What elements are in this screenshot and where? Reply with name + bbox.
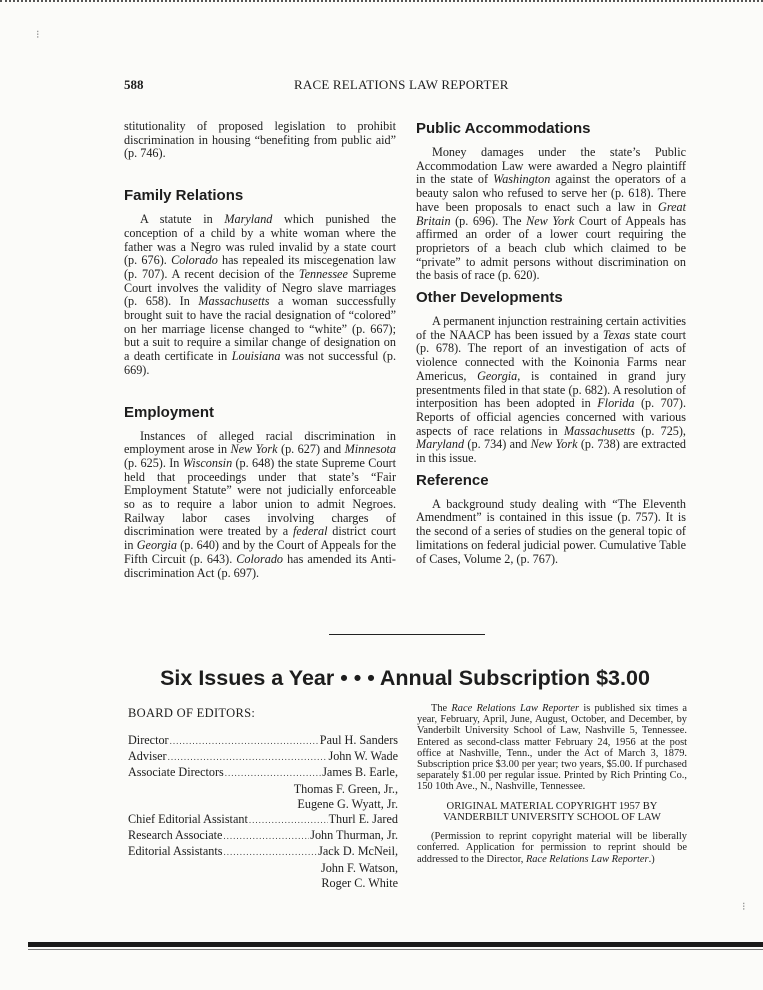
section-heading-employment: Employment (124, 403, 215, 421)
editor-row (128, 749, 398, 765)
editor-role: Adviser (128, 749, 167, 764)
editor-name: Thurl E. Jared (328, 812, 398, 827)
top-border-rule (0, 0, 763, 6)
italic-text: New York (530, 437, 578, 452)
editor-row (128, 828, 398, 844)
bottom-border-rule-thin (28, 949, 763, 950)
board-of-editors-list (128, 733, 398, 891)
editor-row (128, 812, 398, 828)
section-heading-reference: Reference (416, 471, 489, 489)
editor-role: Director (128, 733, 169, 747)
employment-paragraph: Instances of alleged racial discrimination in employment arose in New York (p. 627) and Minnesota (p. 625). In Wisconsin (p. 648) the state Supreme Court held that proceedings under that state’s “Fair Employment Statute” were not judicially enforceable so as to require a labor union to admit Negroes. Railway labor cases involving charges of discrimination were treated by a federal district court in Georgia (p. 640) and by the Court of Appeals for the Fifth Circuit (p. 643). Colorado has amended its Anti-discrimination Act (p. 697). (124, 428, 397, 580)
italic-text: New York (230, 442, 278, 457)
editor-role: Editorial Assistants (128, 844, 223, 859)
section-heading-other-developments: Other Developments (416, 289, 563, 307)
reference-paragraph: A background study dealing with “The Eleventh Amendment” is contained in this issue (p. 757). It is the second of a series of studies on the general topic of limitations on federal judicial power. Cumulative Table of Cases, Volume 2, (p. 767). (416, 496, 686, 566)
leader-dots (249, 813, 328, 828)
italic-text: Maryland (416, 437, 465, 452)
editor-name: Thomas F. Green, Jr., (293, 781, 398, 796)
section-divider (329, 634, 485, 635)
right-column (416, 120, 686, 566)
family-relations-paragraph: A statute in Maryland which punished the conception of a child by a white woman where the father was a Negro was ruled invalid by a state court (p. 676). Colorado has repealed its miscegenation law (p. 707). A recent decision of the Tennessee Supreme Court involves the validity of Negro slave marriages (p. 658). In Massachusetts a woman successfully brought suit to have the racial designation of “colored” on her marriage license changed to “white” (p. 667); but a suit to require a similar change of designation on a death certificate in Louisiana was not successful (p. 669). (124, 212, 396, 377)
running-title: RACE RELATIONS LAW REPORTER (294, 77, 509, 92)
page-header (124, 77, 684, 93)
editor-name: John Thurman, Jr. (310, 828, 398, 843)
italic-text: Florida (597, 396, 635, 411)
italic-text: Texas (602, 327, 631, 342)
italic-text: Race Relations Law Reporter (451, 703, 580, 714)
italic-text: Colorado (171, 253, 218, 268)
editor-name: Roger C. White (321, 875, 398, 890)
leader-dots (223, 829, 309, 844)
italic-text: Great Britain (416, 199, 686, 228)
section-heading-family-relations: Family Relations (124, 187, 244, 205)
italic-text: Wisconsin (182, 455, 233, 470)
italic-text: New York (526, 213, 575, 228)
copyright-notice: ORIGINAL MATERIAL COPYRIGHT 1957 BY VANDERBILT UNIVERSITY SCHOOL OF LAW (443, 800, 661, 823)
leader-dots (223, 845, 317, 860)
italic-text: Washington (493, 172, 551, 187)
scan-margin-mark: ⁝ (742, 901, 746, 913)
subscription-banner: Six Issues a Year • • • Annual Subscription $3.00 (160, 666, 650, 690)
board-of-editors-title: BOARD OF EDITORS: (128, 706, 256, 720)
editor-role: Associate Directors (128, 765, 224, 780)
leader-dots (170, 734, 319, 749)
editor-row (128, 765, 398, 781)
italic-text: Georgia (477, 368, 518, 383)
page-number: 588 (124, 77, 144, 92)
italic-text: Race Relations Law Reporter (525, 853, 649, 865)
other-developments-paragraph: A permanent injunction restraining certain activities of the NAACP has been issued by a Texas state court (p. 678). The report of an investigation of acts of violence connected with the Koinonia Farms near Americus, Georgia, is contained in grand jury presentments filed in that state (p. 682). A resolution of interposition has been adopted in Florida (p. 707). Reports of official agencies concerned with various aspects of race relations in Massachusetts (p. 725), Maryland (p. 734) and New York (p. 738) are extracted in this issue. (416, 314, 686, 466)
section-heading-public-accommodations: Public Accommodations (416, 120, 591, 137)
permission-notice: (Permission to reprint copyright material will be liberally conferred. Application for permission to reprint should be addressed to the Director, Race Relations Law Reporter.) (417, 831, 687, 865)
intro-paragraph: stitutionality of proposed legislation to prohibit discrimination in housing “benefiting from public aid” (p. 746). (124, 119, 396, 161)
italic-text: Colorado (236, 551, 284, 566)
editor-row (128, 733, 398, 749)
italic-text: Massachusetts (563, 423, 636, 438)
publication-paragraph: The Race Relations Law Reporter is published six times a year, February, April, June, August, October, and December, by Vanderbilt University School of Law, Nashville 5, Tennessee. Entered as second-class matter February 24, 1956 at the post office at Nashville, Tenn., under the Act of March 3, 1879. Subscription price $3.00 per year; two years, $5.00. If purchased separately $1.00 per regular issue. Printed by Rich Printing Co., 150 10th Ave., N., Nashville, Tennessee. (417, 703, 687, 793)
scan-margin-mark: ⁝ (36, 29, 40, 41)
editor-name: John W. Wade (328, 749, 398, 764)
italic-text: Georgia (136, 538, 177, 553)
editor-name: John F. Watson, (320, 860, 398, 875)
public-accommodations-paragraph: Money damages under the state’s Public Accommodation Law were awarded a Negro plaintiff in the state of Washington against the operators of a beauty salon who refused to serve her (p. 618). There have been proposals to enact such a law in Great Britain (p. 696). The New York Court of Appeals has affirmed an order of a lower court requiring the proprietors of a beach club which claimed to be “private” to admit persons without discrimination on the basis of race (p. 620). (416, 145, 686, 283)
italic-text: Massachusetts (198, 294, 270, 309)
italic-text: Louisiana (231, 349, 281, 364)
editor-name: Paul H. Sanders (319, 733, 398, 747)
editor-name: James B. Earle, (322, 765, 398, 780)
editor-role: Chief Editorial Assistant (128, 812, 248, 827)
italic-text: Maryland (224, 212, 273, 227)
italic-text: federal (292, 524, 328, 539)
italic-text: Tennessee (298, 266, 348, 281)
bottom-border-rule (28, 942, 763, 947)
editor-role: Research Associate (128, 828, 223, 843)
publication-notice (417, 703, 687, 865)
italic-text: Minnesota (344, 442, 397, 457)
leader-dots (225, 766, 321, 781)
left-column (124, 120, 396, 580)
leader-dots (168, 750, 328, 765)
editor-name: Jack D. McNeil, (318, 844, 398, 859)
editor-name: Eugene G. Wyatt, Jr. (297, 796, 398, 811)
editor-row (128, 844, 398, 860)
